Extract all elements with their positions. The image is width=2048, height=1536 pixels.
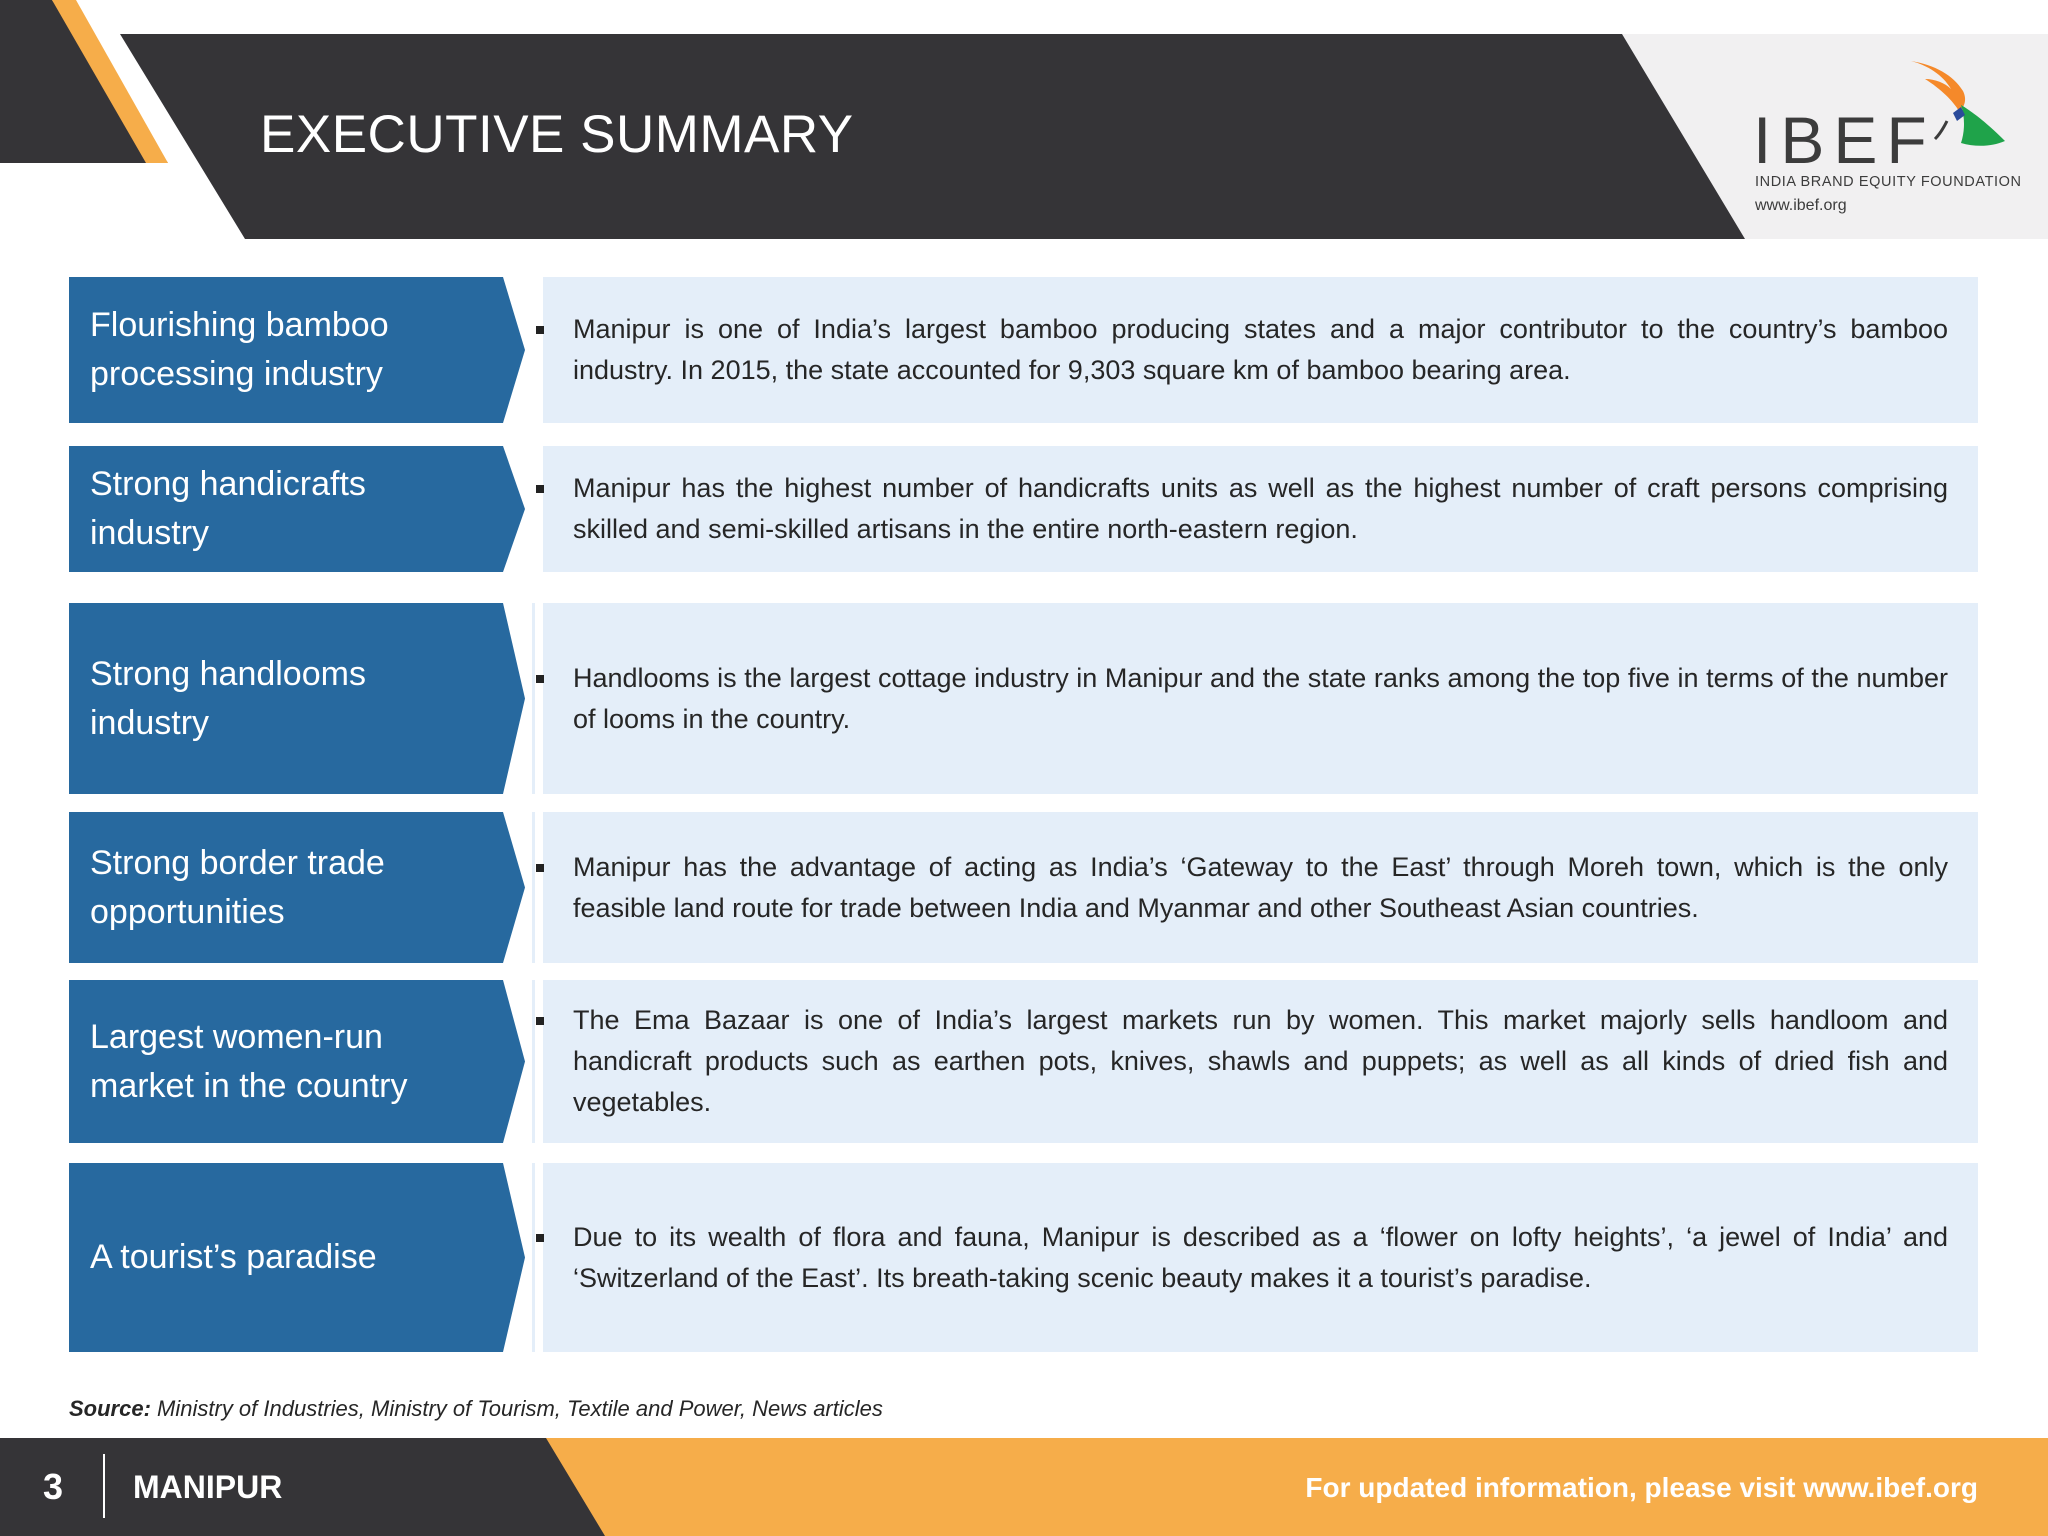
row-label-chevron bbox=[69, 812, 543, 963]
summary-row bbox=[69, 980, 1978, 1143]
source-text: Ministry of Industries, Ministry of Tourism, Textile and Power, News articles bbox=[157, 1396, 883, 1421]
row-description-text: Manipur has the advantage of acting as India’s ‘Gateway to the East’ through Moreh town, which is the only feasible land route for trade between India and Myanmar and other Southeast Asian countries. bbox=[573, 851, 1948, 923]
footer-state-name: MANIPUR bbox=[133, 1469, 283, 1505]
bullet-icon bbox=[536, 864, 544, 872]
bullet-icon bbox=[536, 326, 544, 334]
summary-row bbox=[69, 603, 1978, 794]
summary-row bbox=[69, 446, 1978, 572]
row-description-text: Manipur is one of India’s largest bamboo producing states and a major contributor to the country’s bamboo industry. In 2015, the state accounted for 9,303 square km of bamboo bearing area. bbox=[573, 314, 1948, 385]
bullet-icon bbox=[536, 485, 544, 493]
row-description bbox=[573, 277, 1948, 423]
row-label-text: A tourist’s paradise bbox=[90, 1238, 377, 1276]
summary-row bbox=[69, 1163, 1978, 1352]
row-label-chevron bbox=[69, 446, 543, 572]
row-description-text: The Ema Bazaar is one of India’s largest markets run by women. This market majorly sells handloom and handicraft products such as earthen pots, knives, shawls and puppets; as well as all kinds of dried fish and vegetables. bbox=[573, 1005, 1948, 1117]
row-label-text: Strong handicrafts industry bbox=[90, 465, 366, 552]
row-label-chevron bbox=[69, 277, 543, 423]
row-description bbox=[573, 1163, 1948, 1352]
ibef-logo bbox=[1745, 50, 2035, 230]
row-description-text: Manipur has the highest number of handicrafts units as well as the highest number of craft persons comprising skilled and semi-skilled artisans in the entire north-eastern region. bbox=[573, 473, 1948, 544]
bullet-icon bbox=[536, 675, 544, 683]
footer-divider bbox=[103, 1454, 105, 1518]
source-label: Source: bbox=[69, 1396, 151, 1421]
footer-website-link[interactable]: For updated information, please visit www.ibef.org bbox=[1305, 1472, 1978, 1503]
bullet-icon bbox=[536, 1017, 544, 1025]
page-title: EXECUTIVE SUMMARY bbox=[260, 105, 854, 164]
row-description bbox=[573, 446, 1948, 572]
logo-url: www.ibef.org bbox=[1755, 197, 1847, 214]
logo-wordmark: IBEF bbox=[1753, 103, 1936, 177]
page-number: 3 bbox=[42, 1466, 64, 1507]
row-description bbox=[573, 812, 1948, 963]
row-description-text: Due to its wealth of flora and fauna, Manipur is described as a ‘flower on lofty heights’, ‘a jewel of India’ and ‘Switzerland of the East’. Its breath-taking scenic beauty makes it a tourist’s paradise. bbox=[573, 1221, 1948, 1293]
row-description bbox=[573, 603, 1948, 794]
row-label-text: Largest women-run market in the country bbox=[90, 1017, 408, 1105]
bullet-icon bbox=[536, 1234, 544, 1242]
logo-tagline: INDIA BRAND EQUITY FOUNDATION bbox=[1755, 174, 2022, 190]
row-description bbox=[573, 980, 1948, 1143]
row-label-chevron bbox=[69, 1163, 543, 1352]
summary-row bbox=[69, 812, 1978, 963]
row-label-chevron bbox=[69, 980, 543, 1143]
source-note bbox=[69, 1396, 883, 1422]
row-label-text: Strong handlooms industry bbox=[90, 654, 366, 742]
summary-row bbox=[69, 277, 1978, 423]
row-label-text: Strong border trade opportunities bbox=[90, 843, 385, 931]
row-description-text: Handlooms is the largest cottage industry in Manipur and the state ranks among the top five in terms of the number of looms in the country. bbox=[573, 662, 1948, 734]
row-label-chevron bbox=[69, 603, 543, 794]
row-label-text: Flourishing bamboo processing industry bbox=[90, 306, 389, 393]
